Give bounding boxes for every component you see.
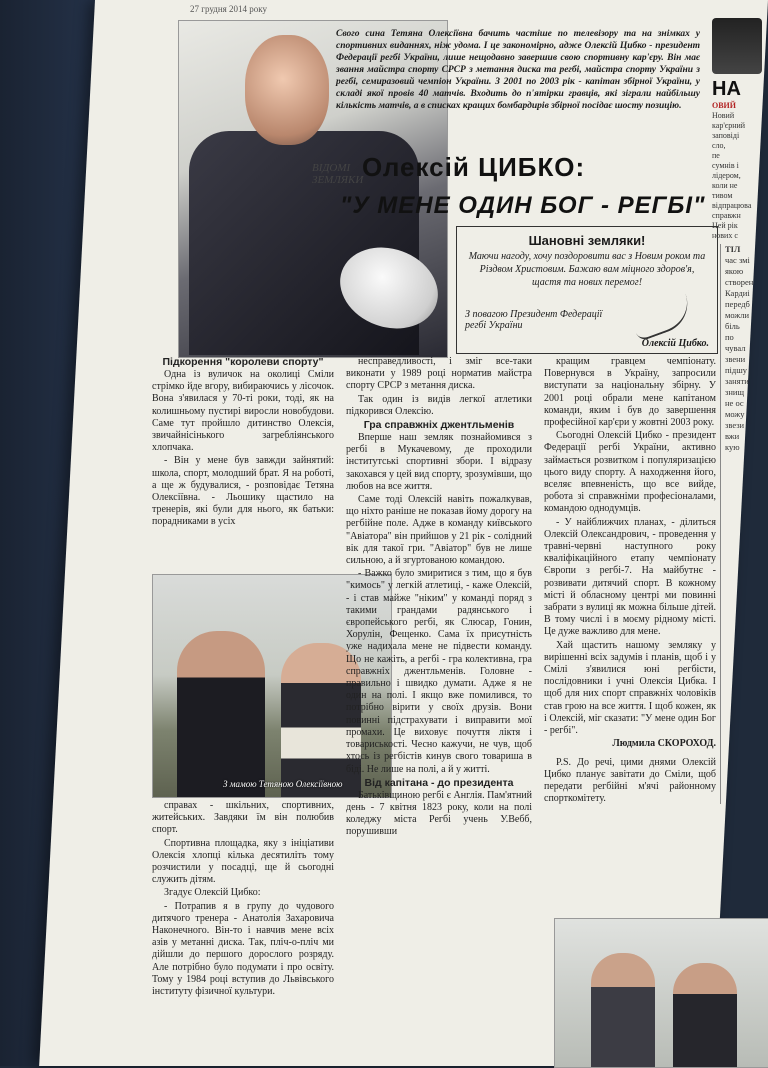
top-right-line: Новий xyxy=(712,111,735,120)
column-heading: Підкорення "королеви спорту" xyxy=(162,356,324,368)
fragment-line: підшу xyxy=(725,365,748,375)
greeting-box xyxy=(456,226,718,354)
kicker-line: ВІДОМІ xyxy=(312,162,351,174)
masthead-fragment: НА xyxy=(712,78,741,100)
fragment-line: можу xyxy=(725,409,745,419)
right-edge-column xyxy=(720,244,768,804)
photo-caption: З мамою Тетяною Олексіївною xyxy=(223,779,343,789)
fragment-line: Кардиі xyxy=(725,288,750,298)
column-heading: Від капітана - до президента xyxy=(364,776,514,789)
author-byline: Людмила СКОРОХОД. xyxy=(612,738,716,750)
fragment-line: знищ xyxy=(725,387,745,397)
top-right-line: нових с xyxy=(712,231,738,238)
header-date: 27 грудня 2014 року xyxy=(190,4,268,14)
paragraph: Сьогодні Олексій Цибко - президент Федерації регбі України, активно займається розвитком і популяризацією цього виду спорту. А находження його, вселяє впевненість, що все вийде, робота зі справжніми професіоналами, командою однодумців. xyxy=(544,430,716,515)
fragment-line: звези xyxy=(725,420,745,430)
kicker-line: ЗЕМЛЯКИ xyxy=(312,174,364,186)
fragment-line: створен xyxy=(725,277,754,287)
fragment-line: передб xyxy=(725,299,750,309)
top-right-line: лідером, xyxy=(712,171,741,180)
top-right-line: сло, xyxy=(712,141,726,150)
top-right-line: пе xyxy=(712,151,720,160)
article-area xyxy=(150,0,768,1066)
paragraph: кращим гравцем чемпіонату. Повернувся в Україну, запросили виступати за національну збірну. У 2001 році обрали мене капітаном команди, яким і був до завершення професійної кар'єри у жовтні 2003 року. xyxy=(544,356,716,429)
paragraph: - У найближчих планах, - ділиться Олексій Олександрович, - проведення у травні-червні наступного року кваліфікаційного етапу чемпіонату Європи з регбі-7. На майбутнє - розвивати дитячий спорт. В кожному місті й обласному центрі ми повинні забрати з вулиці як можна більше дітей. В тому числі і в моєму рідному місті. Це дуже важливо для мене. xyxy=(544,516,716,638)
intro-text: Свого сина Тетяна Олексіївна бачить частіше по телевізору та на знімках у спортивних виданнях, ніж удома. І це закономірно, адже Олексій Цибко - президент Федерації регбі України, лише нещодавно завершив свою спортивну кар'єру. Він має звання майстра спорту СРСР з метання диска та регбі, майстра спорту України з регбі, семиразовий чемпіон України. З 2001 по 2003 рік - капітан збірної України, у складі якої провів 40 матчів. Входить до п'ятірки гравців, які зіграли найбільшу кількість матчів, а в списках кращих бомбардирів збірної посідає шосту позицію. xyxy=(336,29,700,111)
paragraph: Саме тоді Олексій навіть пожалкував, що ніхто раніше не показав йому дорогу на регбійне поле. Адже в команду київського "Авіатора" він прийшов у 21 рік - солідний вік для такої гри. "Авіатор" був не лише сильною, а й згуртованою командою. xyxy=(346,494,532,567)
fragment-line: якою xyxy=(725,266,744,276)
greeting-body: Маючи нагоду, хочу поздоровити вас з Новим роком та Різдвом Христовим. Бажаю вам міцного здоров'я, щастя та нових перемог! xyxy=(468,251,706,288)
fragment-line: по xyxy=(725,332,734,342)
headline-quote: "У МЕНЕ ОДИН БОГ - РЕГБІ" xyxy=(340,192,706,219)
paragraph: Одна із вуличок на околиці Сміли стрімко йде вгору, вибираючись у лісочок. Вона з'явилася у 70-ті роки, тоді, як на колишньому пустирі виросли новобудови. Саме тут пройшло дитинство Олексія, звичайнісінького загребліянського хлопчака. xyxy=(152,369,334,454)
column-2 xyxy=(346,356,532,840)
fragment-line: вжи xyxy=(725,431,740,441)
paragraph: Згадує Олексій Цибко: xyxy=(164,887,261,899)
fragment-line: час змі xyxy=(725,255,750,265)
top-right-line: сумнів і xyxy=(712,161,739,170)
greeting-sender: З повагою Президент Федерації регбі України xyxy=(465,309,603,331)
top-right-column xyxy=(712,18,768,238)
greeting-signature: Олексій Цибко. xyxy=(641,338,709,349)
fragment-line: кую xyxy=(725,442,740,452)
top-right-line: заповіді xyxy=(712,131,740,140)
section-kicker xyxy=(312,162,363,186)
column-1-continued xyxy=(152,800,334,999)
fragment-line: звени xyxy=(725,354,746,364)
top-right-line: коли не xyxy=(712,181,738,190)
top-right-line: кар'єрний xyxy=(712,121,746,130)
paragraph: - Він у мене був завжди зайнятий: школа, спорт, молодший брат. Я на роботі, а ще ж будувалися, - розповідає Тетяна Олексіївна. - Льошику щастило на тренерів, які були для нього, як батьки: порадниками в усіх xyxy=(152,455,334,528)
top-right-line: справжн xyxy=(712,211,741,220)
photo-figure xyxy=(591,953,655,1067)
paragraph: Так один із видів легкої атлетики підкорився Олексію. xyxy=(346,393,532,417)
emblem-icon xyxy=(712,18,762,74)
column-1 xyxy=(152,356,334,530)
paragraph: несправедливості, і зміг все-таки виконати у 1989 році норматив майстра спорту СРСР з метання диска. xyxy=(346,356,532,392)
paragraph: - Потрапив я в групу до чудового дитячого тренера - Анатолія Захаровича Наконечного. Він-то і навчив мене всіх азів у метанні диска. Так, пліч-о-пліч ми дійшли до першого дорослого розряду. Але потрібно було подумати і про освіту. Тому у 1984 році вступив до Львівського інституту фізичної культури. xyxy=(152,900,334,998)
photo-figure xyxy=(673,963,737,1067)
column-heading: Гра справжніх джентльменів xyxy=(363,419,515,432)
photo-figure xyxy=(177,631,265,797)
bottom-photo xyxy=(554,918,768,1068)
greeting-title: Шановні земляки! xyxy=(528,233,646,248)
red-word: ОВИЙ xyxy=(712,101,737,110)
paragraph: Спортивна площадка, яку з ініціативи Олексія хлопці кілька десятиліть тому розчистили у посадці, ще й сьогодні служить дітям. xyxy=(152,837,334,886)
paragraph: - Важко було змиритися з тим, що я був "кимось" у легкій атлетиці, - каже Олексій, - і став майже "ніким" у команді поряд з такими грандами радянського і європейського регбі, як Слюсар, Гонин, Хорулін, Фещенко. Сама їх присутність уже надихала мене не підвести команду. Що не кажіть, а регбі - гра колективна, гра справжніх джентльменів. Головне - правильно і швидко думати. Адже я не один на полі. І якщо вже помилився, то потрібно вірити у своїх друзів. Вони повинні підстрахувати і виправити мої промахи. Це виховує почуття ліктя і товариськості. Чесно кажучи, не чув, щоб хтось із регбістів кинув свого товариша в біді. Не лише на полі, а й у житті. xyxy=(346,568,532,775)
fragment-line: біль xyxy=(725,321,740,331)
headline-name: Олексій ЦИБКО: xyxy=(362,152,586,182)
paragraph: Хай щастить нашому земляку у вирішенні всіх задумів і планів, щоб і у Смілі з'явилися юні регбісти, послідовники і учні Олексія Цибка. І щоб для них спорт справжніх чоловіків став грою на все життя. І щоб кожен, як і Олексій, міг сказати: "У мене один Бог - регбі". xyxy=(544,639,716,737)
photo-face xyxy=(245,35,329,145)
signature-icon xyxy=(626,286,695,342)
postscript: P.S. До речі, цими днями Олексій Цибко планує завітати до Сміли, щоб передати регбійні м'ячі районному спорткомітету. xyxy=(544,756,716,805)
paragraph: Вперше наш земляк познайомився з регбі в Мукачевому, де проходили інститутські спортивні збори. І відразу закохався у цей вид спорту, зрозумівши, що любов на все життя. xyxy=(346,432,532,492)
top-right-line: відпрацюва xyxy=(712,201,752,210)
top-right-line: тивом xyxy=(712,191,733,200)
fragment-line: заняти xyxy=(725,376,749,386)
paragraph: справах - шкільних, спортивних, житейських. Завдяки їм він полюбив спорт. xyxy=(152,800,334,836)
fragment-line: чувал xyxy=(725,343,746,353)
fragment-line: ТІЛ xyxy=(725,244,741,254)
column-3 xyxy=(544,356,716,806)
paragraph: Батьківщиною регбі є Англія. Пам'ятний день - 7 квітня 1823 року, коли на полі коледжу міста Регбі учень У.Вебб, порушивши xyxy=(346,789,532,838)
fragment-line: не ос xyxy=(725,398,744,408)
top-right-line: Цей рік xyxy=(712,221,738,230)
fragment-line: можли xyxy=(725,310,750,320)
